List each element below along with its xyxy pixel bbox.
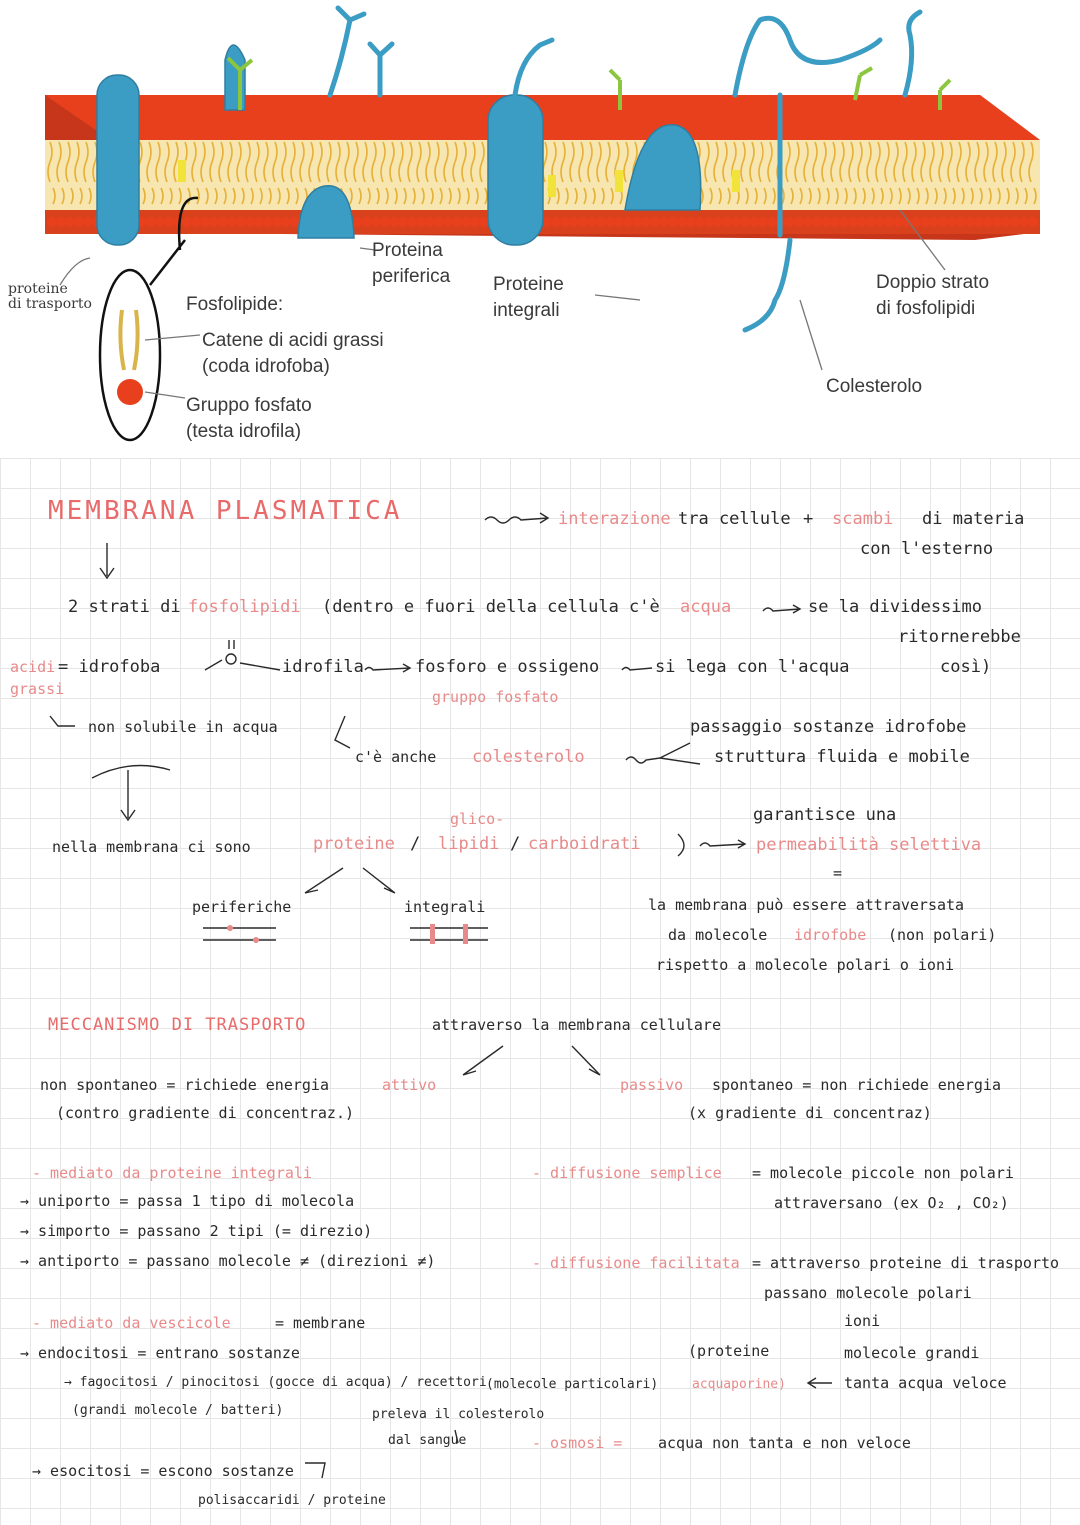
lipid-head: [866, 217, 876, 227]
notebook-page: MEMBRANA PLASMATICA interazione tra cellule + scambi di materia con l'esterno 2 strati di fosfolipidi (dentro e fuori della cellula c'è acqua se la dividessimo ritornerebbe così) acidi grassi = idrofoba idrofila fosforo e ossigeno si lega con l'acqua gruppo fosfato non solubile in acqua c'è anche colesterolo passaggio sostanze idrofobe struttura fluida e mobile nella membrana ci sono proteine glico- / lipidi / carboidrati garantisce una permeabilità selettiva = periferiche integrali la membrana può essere attraversata da molecole idrofobe (non polari) rispetto a molecole polari o ioni MECCANISMO DI TRASPORTO attraverso la membrana cellulare non spontaneo = richiede energia attivo (contro gradiente di concentraz.) passivo spontaneo = non richiede energia (x gradiente di concentraz) - mediato da proteine integrali → uniporto = passa 1 tipo di molecola → simporto = passano 2 tipi (= direzio) → antiporto = passano molecole ≠ (direzioni ≠) - diffusione semplice = molecole piccole non polari attraversano (ex O₂ , CO₂) - diffusione facilitata = attraverso proteine di trasporto passano molecole polari ioni molecole grandi tanta acqua veloce (proteine acquaporine) - mediato da vescicole = membrane → endocitosi = entrano sostanze → fagocitosi / pinocitosi (gocce di acqua) / recettori (molecole particolari) (grandi molecole / batteri) preleva il colesterolo dal sangue - osmosi = acqua non tanta e non veloce → esocitosi = escono sostanze polisaccaridi / proteine: [0, 458, 1080, 1525]
lipid-head: [749, 217, 759, 227]
label-phosphate-group: Gruppo fosfato (testa idrofila): [186, 395, 312, 442]
lipid-head: [884, 217, 894, 227]
note-text: acqua: [680, 597, 732, 617]
lipid-head: [236, 217, 246, 227]
lipid-head: [875, 217, 885, 227]
lipid-head: [830, 217, 840, 227]
note-text: con l'esterno: [860, 539, 994, 559]
lipid-head: [596, 217, 606, 227]
lipid-head: [65, 217, 75, 227]
title-meccanismo: MECCANISMO DI TRASPORTO: [48, 1015, 307, 1035]
lipid-head: [353, 217, 363, 227]
note-text: acidi: [10, 658, 56, 676]
note-text: attraverso la membrana cellulare: [432, 1016, 721, 1034]
lipid-head: [200, 217, 210, 227]
lipid-head: [767, 217, 777, 227]
lipid-head: [956, 217, 966, 227]
lipid-head: [695, 217, 705, 227]
lipid-head: [155, 217, 165, 227]
lipid-head: [407, 217, 417, 227]
lipid-head: [56, 217, 66, 227]
membrane-diagram: [0, 0, 1080, 450]
note-text: colesterolo: [472, 747, 585, 767]
note-text: +: [803, 509, 814, 529]
title-membrana: MEMBRANA PLASMATICA: [48, 496, 403, 526]
lipid-head: [182, 217, 192, 227]
note-text: se la dividessimo: [808, 597, 982, 617]
lipid-head: [857, 217, 867, 227]
note-text: la membrana può essere attraversata: [648, 896, 965, 914]
note-text: tra cellule: [678, 509, 791, 529]
note-text: (contro gradiente di concentraz.): [56, 1104, 355, 1122]
lipid-head: [443, 217, 453, 227]
note-text: = attraverso proteine di trasporto: [752, 1254, 1060, 1272]
note-text: scambi: [832, 509, 894, 529]
note-text: passano molecole polari: [764, 1284, 972, 1302]
note-text: integrali: [404, 898, 486, 916]
lipid-head: [677, 217, 687, 227]
lipid-head: [587, 217, 597, 227]
note-text: ioni: [844, 1312, 881, 1330]
pink-dots: [227, 924, 468, 944]
lipid-head: [938, 217, 948, 227]
lipid-head: [758, 217, 768, 227]
lipid-head: [461, 217, 471, 227]
note-text: preleva il colesterolo: [372, 1407, 545, 1422]
note-text: (grandi molecole / batteri): [72, 1403, 284, 1418]
note-text: → fagocitosi / pinocitosi (gocce di acqua) / recettori: [64, 1375, 487, 1390]
lipid-head: [974, 217, 984, 227]
note-text: acqua non tanta e non veloce: [658, 1434, 911, 1452]
note-text: di materia: [922, 509, 1025, 529]
note-text: molecole grandi: [844, 1344, 980, 1362]
lipid-head: [686, 217, 696, 227]
note-text: struttura fluida e mobile: [714, 747, 970, 767]
note-text: = membrane: [275, 1314, 366, 1332]
note-text: - diffusione facilitata: [532, 1254, 740, 1272]
note-text: = idrofoba: [58, 657, 161, 677]
note-text: fosfolipidi: [188, 597, 301, 617]
note-text: garantisce una: [753, 805, 897, 825]
note-text: non spontaneo = richiede energia: [40, 1076, 329, 1094]
note-text: passaggio sostanze idrofobe: [690, 717, 967, 737]
lipid-head: [371, 217, 381, 227]
lipid-head: [191, 217, 201, 227]
lipid-head: [74, 217, 84, 227]
note-text: (dentro e fuori della cellula c'è: [322, 597, 660, 617]
sketch-arrows: [0, 458, 1080, 1525]
note-text: ritornerebbe: [898, 627, 1021, 647]
note-text: da molecole: [668, 926, 768, 944]
lipid-head: [911, 217, 921, 227]
note-text: → antiporto = passano molecole ≠ (direzioni ≠): [20, 1252, 436, 1270]
lipid-head: [209, 217, 219, 227]
label-cholesterol: Colesterolo: [826, 376, 923, 397]
note-text: si lega con l'acqua: [655, 657, 850, 677]
lipid-head: [416, 217, 426, 227]
lipid-head: [1019, 217, 1029, 227]
lipid-head: [434, 217, 444, 227]
lipid-head: [605, 217, 615, 227]
note-text: (molecole particolari): [486, 1377, 659, 1392]
lipid-head: [1010, 217, 1020, 227]
lipid-head: [263, 217, 273, 227]
lipid-head: [272, 217, 282, 227]
note-text: acquaporine): [692, 1377, 786, 1392]
note-text: gruppo fosfato: [432, 688, 559, 706]
note-text: → uniporto = passa 1 tipo di molecola: [20, 1192, 355, 1210]
lipid-head: [641, 217, 651, 227]
label-peripheral-protein: Proteina periferica: [372, 240, 451, 287]
lipid-head: [389, 217, 399, 227]
lipid-head: [452, 217, 462, 227]
lipid-head: [794, 217, 804, 227]
note-text: → simporto = passano 2 tipi (= direzio): [20, 1222, 373, 1240]
lipid-head: [812, 217, 822, 227]
label-phospholipid: Fosfolipide:: [186, 294, 284, 315]
note-text: (non polari): [888, 926, 997, 944]
note-text: periferiche: [192, 898, 292, 916]
note-text: (proteine: [688, 1342, 770, 1360]
lipid-head: [965, 217, 975, 227]
lipid-head: [785, 217, 795, 227]
lipid-head: [227, 217, 237, 227]
note-text: polisaccaridi / proteine: [198, 1493, 386, 1508]
note-text: c'è anche: [355, 748, 437, 766]
lipid-head: [47, 217, 57, 227]
lipid-head: [218, 217, 228, 227]
lipid-head: [164, 217, 174, 227]
note-text: spontaneo = non richiede energia: [712, 1076, 1001, 1094]
note-text: = molecole piccole non polari: [752, 1164, 1014, 1182]
lipid-head: [623, 217, 633, 227]
lipid-head: [1001, 217, 1011, 227]
note-text: - mediato da proteine integrali: [32, 1164, 312, 1182]
lipid-head: [632, 217, 642, 227]
lipid-head: [362, 217, 372, 227]
note-text: - osmosi =: [532, 1434, 623, 1452]
note-text: idrofila: [282, 657, 364, 677]
lipid-head: [398, 217, 408, 227]
note-text: idrofobe: [794, 926, 867, 944]
label-bilayer: Doppio strato di fosfolipidi: [876, 272, 990, 319]
lipid-head: [821, 217, 831, 227]
lipid-head: [380, 217, 390, 227]
lipid-head: [569, 217, 579, 227]
note-text: passivo: [620, 1076, 684, 1094]
note-text: attraversano (ex O₂ , CO₂): [774, 1194, 1009, 1212]
label-transport-proteins: proteine di trasporto: [8, 281, 92, 312]
lipid-head: [893, 217, 903, 227]
note-text: - diffusione semplice: [532, 1164, 722, 1182]
label-integral-proteins: Proteine integrali: [493, 274, 564, 321]
lipid-head: [245, 217, 255, 227]
note-text: dal sangue: [388, 1433, 467, 1448]
lipid-head: [983, 217, 993, 227]
note-text: tanta acqua veloce: [844, 1374, 1007, 1392]
note-text: fosforo e ossigeno: [415, 657, 600, 677]
note-text: non solubile in acqua: [88, 718, 278, 736]
lipid-head: [173, 217, 183, 227]
note-text: attivo: [382, 1076, 437, 1094]
lipid-head: [920, 217, 930, 227]
note-text: glico-: [450, 810, 505, 828]
lipid-head: [659, 217, 669, 227]
note-text: interazione: [558, 509, 671, 529]
note-text: - mediato da vescicole: [32, 1314, 231, 1332]
note-text: lipidi: [438, 834, 500, 854]
lipid-head: [281, 217, 291, 227]
note-text: permeabilità selettiva: [756, 835, 982, 855]
lipid-head: [650, 217, 660, 227]
note-text: → endocitosi = entrano sostanze: [20, 1344, 300, 1362]
lipid-head: [560, 217, 570, 227]
lipid-head: [668, 217, 678, 227]
lipid-head: [425, 217, 435, 227]
lipid-head: [713, 217, 723, 227]
label-fatty-chains: Catene di acidi grassi (coda idrofoba): [202, 330, 384, 377]
lipid-head: [614, 217, 624, 227]
lipid-head: [146, 217, 156, 227]
lipid-head: [848, 217, 858, 227]
lipid-head: [731, 217, 741, 227]
lipid-head: [470, 217, 480, 227]
lipid-head: [254, 217, 264, 227]
lipid-head: [803, 217, 813, 227]
lipid-head: [578, 217, 588, 227]
lipid-head: [839, 217, 849, 227]
lipid-head: [929, 217, 939, 227]
note-text: così): [940, 657, 992, 677]
lipid-head: [722, 217, 732, 227]
lipid-head: [1028, 217, 1038, 227]
note-text: 2 strati di: [68, 597, 181, 617]
lipid-head: [947, 217, 957, 227]
lipid-head: [992, 217, 1002, 227]
lipid-head: [740, 217, 750, 227]
lipid-head: [551, 217, 561, 227]
lipid-head: [83, 217, 93, 227]
note-text: grassi: [10, 680, 65, 698]
note-text: nella membrana ci sono: [52, 838, 251, 856]
note-text: rispetto a molecole polari o ioni: [656, 956, 955, 974]
note-text: proteine: [313, 834, 395, 854]
note-text: carboidrati: [528, 834, 641, 854]
note-text: (x gradiente di concentraz): [688, 1104, 932, 1122]
lipid-head: [704, 217, 714, 227]
note-text: → esocitosi = escono sostanze: [32, 1462, 294, 1480]
